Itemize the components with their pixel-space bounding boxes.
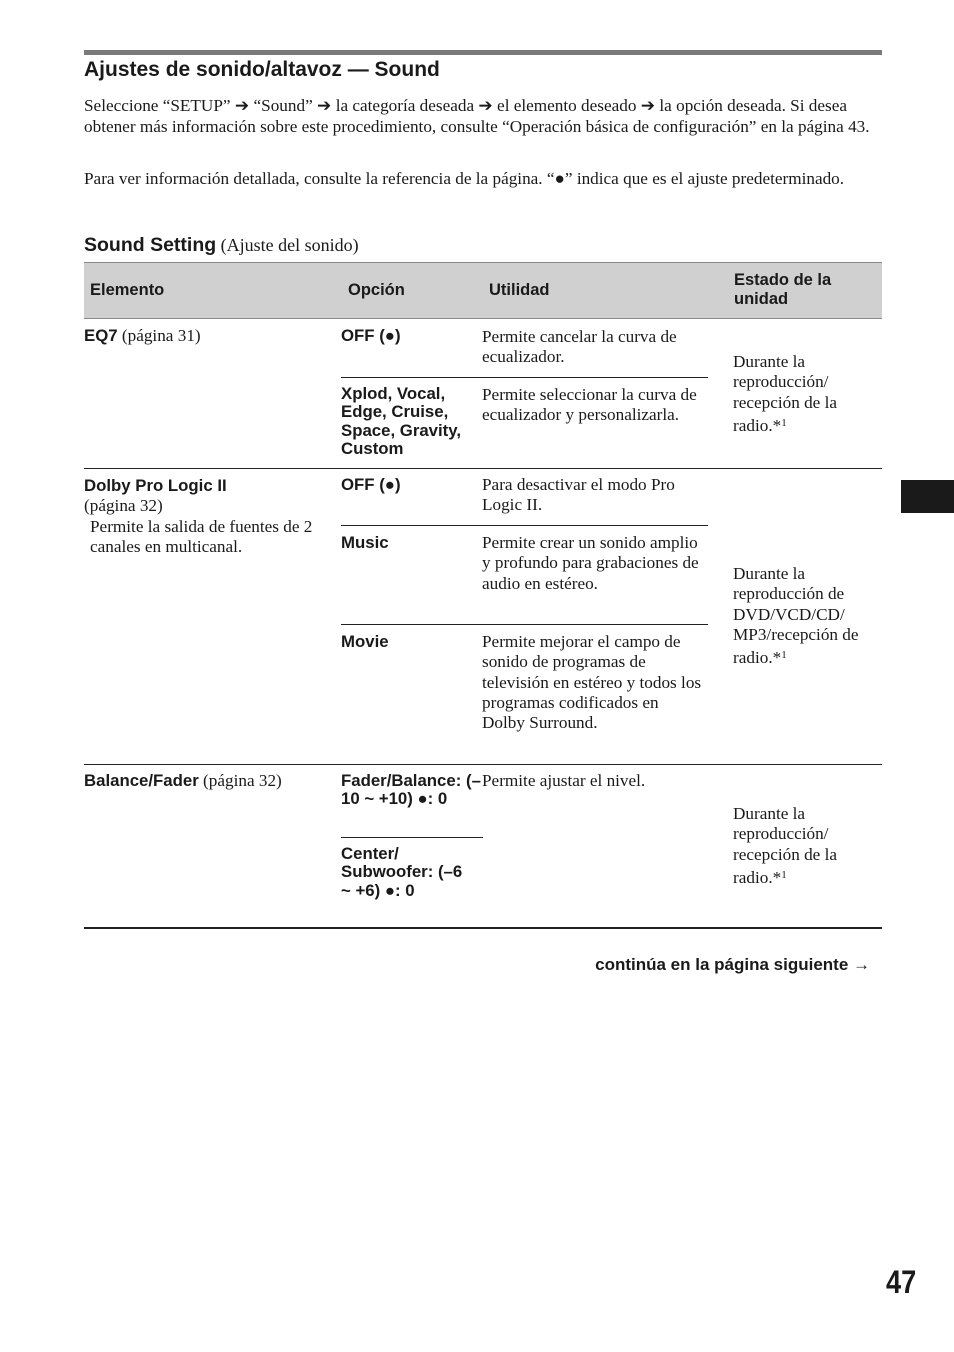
header-state: Estado de la unidad — [734, 271, 832, 308]
item-eq7: EQ7 (página 31) — [84, 326, 201, 345]
table-title: Sound Setting (Ajuste del sonido) — [84, 234, 359, 256]
option-cell: OFF (●) — [341, 475, 401, 494]
utility-cell: Permite ajustar el nivel. — [482, 771, 646, 790]
utility-cell: Permite mejorar el campo de sonido de programas de televisión en estéreo y todos los programas codificados en Dolby Surround. — [482, 632, 702, 733]
utility-cell: Para desactivar el modo Pro Logic II. — [482, 475, 675, 515]
item-balance-fader: Balance/Fader (página 32) — [84, 771, 282, 790]
intro-paragraph: Seleccione “SETUP” ➔ “Sound” ➔ la categoría deseada ➔ el elemento deseado ➔ la opción deseada. Si desea obtener más información sobre este procedimiento, consulte “Operación básica de configuración” en la página 43. — [84, 96, 870, 136]
header-element: Elemento — [90, 281, 165, 299]
utility-cell: Permite cancelar la curva de ecualizador. — [482, 327, 677, 367]
continue-note: continúa en la página siguiente → — [595, 955, 870, 974]
state-cell: Durante la reproducción/ recepción de la radio.*$^1$ — [733, 352, 838, 435]
option-cell: Movie — [341, 632, 389, 651]
row-divider — [341, 525, 708, 526]
row-divider — [341, 624, 708, 625]
state-cell: Durante la reproducción/ recepción de la radio.*$^1$ — [733, 804, 838, 887]
utility-cell: Permite crear un sonido amplio y profundo para grabaciones de audio en estéreo. — [482, 533, 699, 593]
option-cell: Xplod, Vocal, Edge, Cruise, Space, Gravity, Custom — [341, 384, 462, 459]
table-bottom-rule — [84, 927, 882, 929]
row-divider — [341, 377, 708, 378]
state-cell: Durante la reproducción de DVD/VCD/CD/ MP3/recepción de radio.*$^1$ — [733, 564, 859, 668]
header-option: Opción — [348, 281, 405, 299]
option-cell: Fader/Balance: (–10 ~ +10) ●: 0 — [341, 771, 481, 809]
option-cell: Music — [341, 533, 389, 552]
top-rule — [84, 50, 882, 55]
header-utility: Utilidad — [489, 281, 550, 299]
option-cell: Center/ Subwoofer: (–6 ~ +6) ●: 0 — [341, 844, 463, 900]
note-paragraph: Para ver información detallada, consulte la referencia de la página. “●” indica que es el ajuste predeterminado. — [84, 169, 845, 188]
option-cell: OFF (●) — [341, 326, 401, 345]
group-divider — [84, 468, 882, 469]
side-tab-marker — [901, 480, 954, 513]
item-dolby-pro-logic: Dolby Pro Logic II (página 32) Permite la salida de fuentes de 2 canales en multicanal. — [84, 476, 313, 556]
utility-cell: Permite seleccionar la curva de ecualizador y personalizarla. — [482, 385, 697, 425]
section-title: Ajustes de sonido/altavoz — Sound — [84, 58, 440, 81]
group-divider — [84, 764, 882, 765]
row-divider — [341, 837, 483, 838]
page-number: 47 — [886, 1264, 917, 1300]
